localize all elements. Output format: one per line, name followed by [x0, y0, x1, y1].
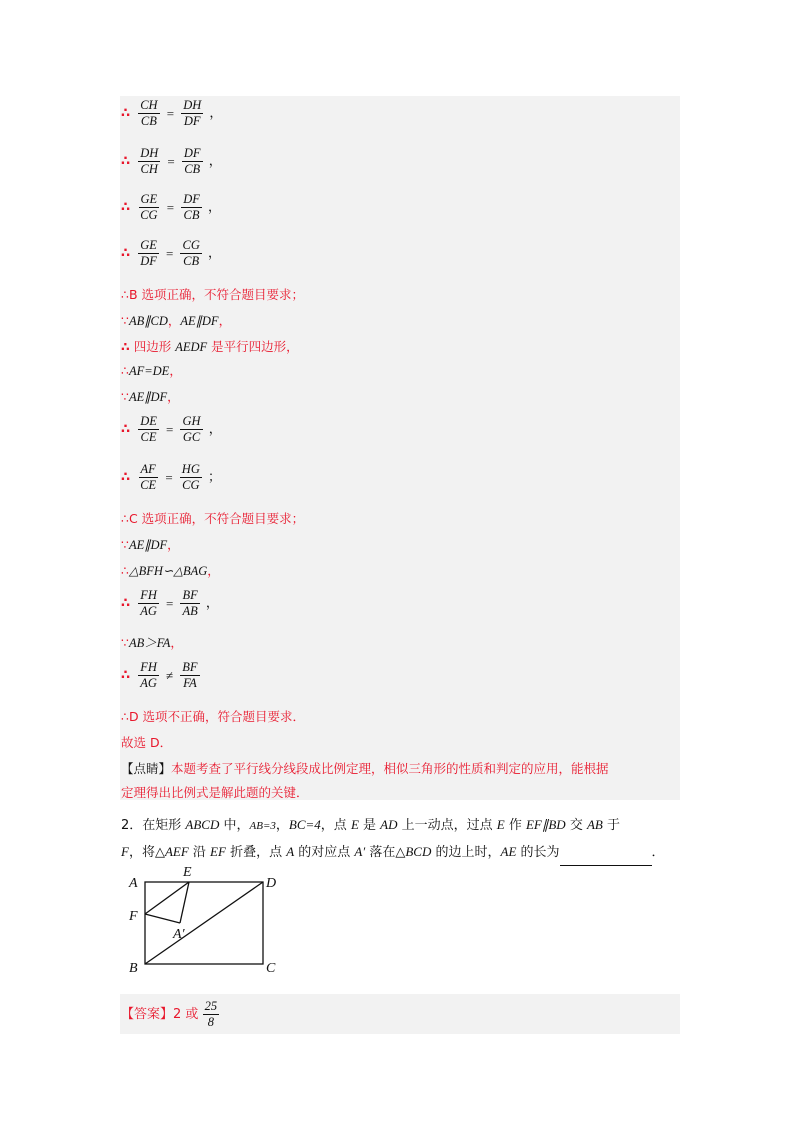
c-conclusion: ∴C 选项正确，不符合题目要求； [121, 511, 305, 526]
fraction: $\frac{BF}{AB}$ [182, 588, 198, 618]
fraction: $\frac{CH}{CB}$ [140, 98, 158, 128]
label-f: F [129, 909, 138, 924]
therefore-symbol: ∴ [121, 246, 131, 261]
segment-fa-prime [145, 914, 180, 923]
fraction: $\frac{DF}{CB}$ [183, 146, 201, 176]
therefore-symbol: ∴ [121, 154, 131, 169]
parallelogram-statement: ∴ 四边形 AEDF 是平行四边形， [121, 339, 299, 354]
answer-fraction: $\frac{25}{8}$ [204, 999, 218, 1029]
therefore-symbol: ∴ [121, 668, 131, 683]
fraction: $\frac{GH}{GC}$ [182, 414, 201, 444]
label-b: B [129, 961, 138, 976]
step-row: ∴ $\frac{DE}{CE}$ = $\frac{GH}{GC}$ ， [121, 414, 222, 444]
similar-statement: ∴△BFH∽△BAG， [121, 563, 220, 578]
label-d: D [266, 876, 277, 891]
fraction: $\frac{GE}{DF}$ [140, 238, 157, 268]
step-row: ∴ $\frac{DH}{CH}$ = $\frac{DF}{CB}$ ， [121, 146, 222, 176]
therefore-symbol: ∴ [121, 106, 131, 121]
therefore-symbol: ∴ [121, 470, 131, 485]
label-a-prime: A′ [173, 927, 185, 942]
therefore-symbol: ∴ [121, 596, 131, 611]
label-e: E [183, 865, 192, 880]
parallel-statement: ∵AB∥CD，AE∥DF， [121, 313, 232, 328]
fraction: $\frac{FH}{AG}$ [140, 660, 157, 690]
af-de-statement: ∴AF=DE， [121, 363, 182, 378]
answer-blank [560, 851, 652, 866]
answer-row: 【答案】2 或 $\frac{25}{8}$ [121, 999, 218, 1029]
fraction: $\frac{DF}{CB}$ [183, 192, 200, 222]
relation: = [166, 199, 175, 215]
relation: = [166, 245, 174, 261]
fraction: $\frac{DH}{DF}$ [183, 98, 202, 128]
fraction: $\frac{GE}{CG}$ [140, 192, 158, 222]
relation: = [166, 105, 175, 121]
answer-tag: 【答案】 [121, 1007, 174, 1022]
b-conclusion: ∴B 选项正确，不符合题目要求； [121, 287, 305, 302]
parallel-statement-2: ∵AE∥DF， [121, 389, 180, 404]
question-line-1: 2．在矩形 ABCD 中，AB=3，BC=4，点 E 是 AD 上一动点，过点 E 作 EF∥BD 交 AB 于 [121, 817, 620, 833]
step-row: ∴ $\frac{GE}{DF}$ = $\frac{CG}{CB}$ ， [121, 238, 222, 268]
relation: = [167, 153, 175, 169]
fraction: $\frac{DH}{CH}$ [140, 146, 159, 176]
step-row: ∴ $\frac{FH}{AG}$ ≠ $\frac{BF}{FA}$ [121, 660, 198, 690]
step-row: ∴ $\frac{CH}{CB}$ = $\frac{DH}{DF}$ ， [121, 98, 223, 128]
question-2 [121, 812, 681, 866]
label-c: C [266, 961, 276, 976]
fraction: $\frac{FH}{AG}$ [140, 588, 157, 618]
comment-tag: 【点睛】 [121, 761, 172, 776]
step-row: ∴ $\frac{FH}{AG}$ = $\frac{BF}{AB}$ ， [121, 588, 219, 618]
fraction: $\frac{CG}{CB}$ [182, 238, 200, 268]
rectangle-figure [125, 862, 285, 980]
diagonal-bd [145, 882, 263, 964]
answer-value: 2 [173, 1007, 182, 1022]
therefore-symbol: ∴ [121, 422, 131, 437]
comment-line-1: 【点睛】本题考查了平行线分线段成比例定理，相似三角形的性质和判定的应用，能根据 [121, 761, 609, 776]
step-row: ∴ $\frac{GE}{CG}$ = $\frac{DF}{CB}$ ， [121, 192, 222, 222]
fraction: $\frac{HG}{CG}$ [181, 462, 200, 492]
label-a: A [129, 876, 138, 891]
d-conclusion: ∴D 选项不正确，符合题目要求． [121, 709, 306, 724]
parallel-statement-3: ∵AE∥DF， [121, 537, 180, 552]
fraction: $\frac{AF}{CE}$ [140, 462, 157, 492]
step-row: ∴ $\frac{AF}{CE}$ = $\frac{HG}{CG}$ ； [121, 462, 222, 492]
comment-line-2: 定理得出比例式是解此题的关键． [121, 785, 309, 800]
fraction: $\frac{BF}{FA}$ [182, 660, 198, 690]
therefore-symbol: ∴ [121, 200, 131, 215]
final-choice: 故选 D． [121, 735, 173, 750]
ab-gt-fa-statement: ∵AB＞FA， [121, 635, 183, 650]
question-line-2: F，将△AEF 沿 EF 折叠，点 A 的对应点 A′ 落在△BCD 的边上时，AE 的长为 ． [121, 839, 681, 866]
fraction: $\frac{DE}{CE}$ [140, 414, 157, 444]
